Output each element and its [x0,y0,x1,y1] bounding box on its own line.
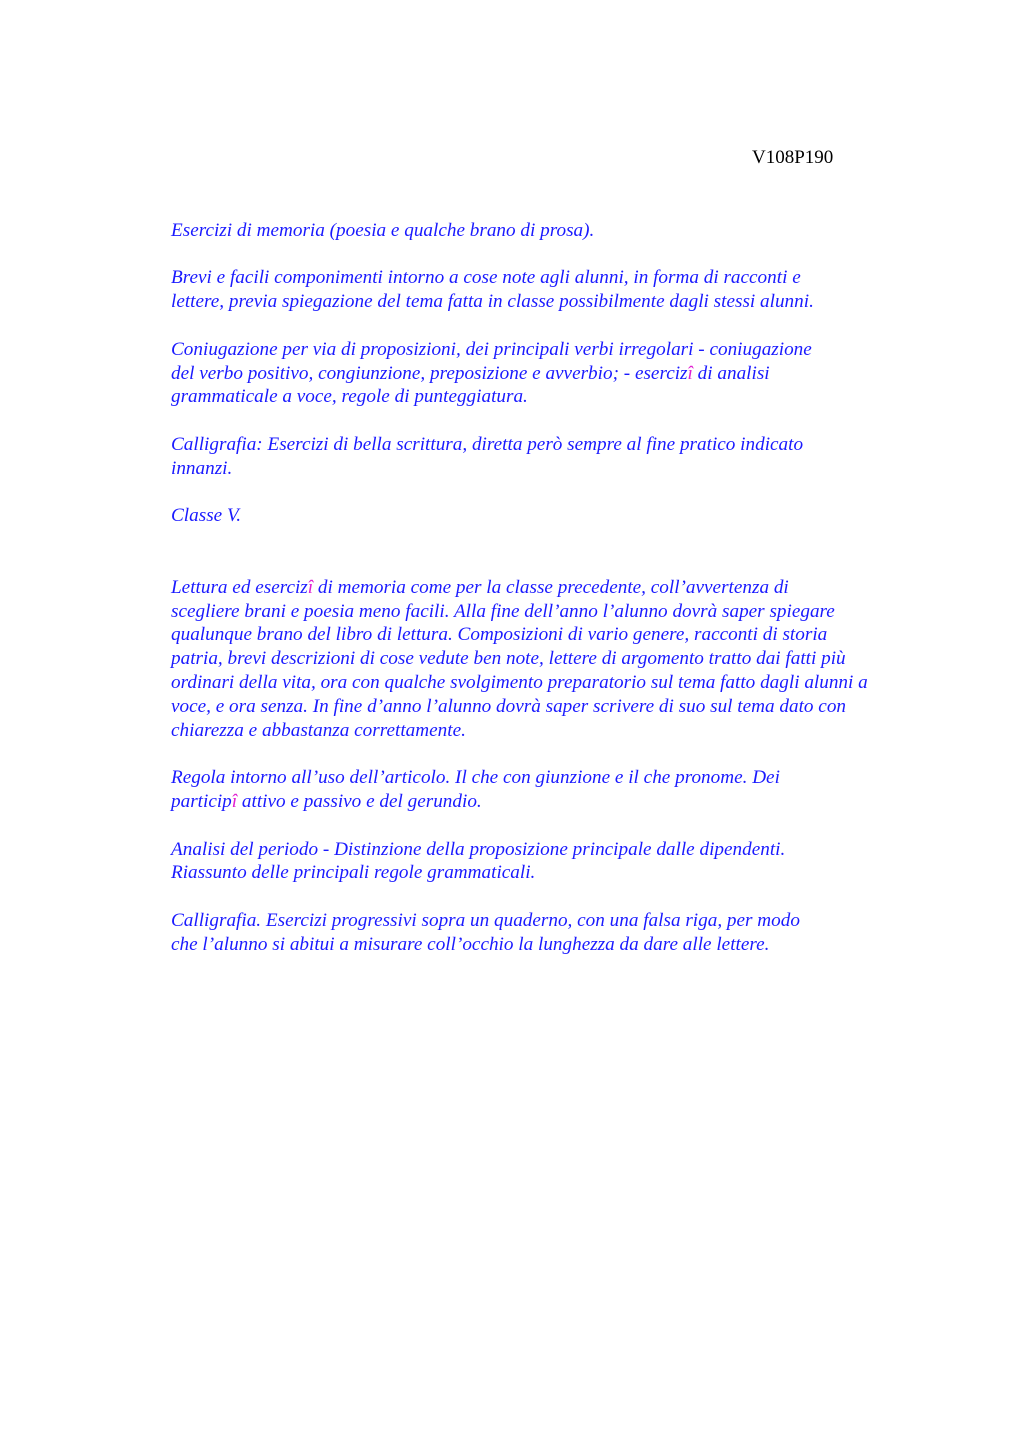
paragraph-article-rules [171,742,931,813]
circumflex-mark: î [231,790,238,812]
paragraph-period-analysis [171,814,931,885]
document-body [171,195,931,957]
paragraph-memory-exercises [171,195,931,243]
paragraph-text-part: di analisi grammaticale a voce, regole di punteggiatura. [171,362,770,408]
paragraph-text-part: Regola intorno all’uso dell’articolo. Il che con giunzione e il che pronome. Dei participî [171,767,780,812]
paragraph-calligraphy-v [171,885,931,956]
paragraph-text-part: di memoria come per la classe precedente, coll’avvertenza di scegliere brani e poesia meno facili. Alla fine dell’anno l’alunno dovrà saper spiegare qualunque brano del libro di lettura. Composizioni di vario genere, racconti di storia patria, brevi descrizioni di cose vedute ben note, lettere di argomento tratto dai fatti più ordinari della vita, ora con qualche svolgimento preparatorio sul tema fatto dagli alunni a voce, e ora senza. In fine d’anno l’alunno dovrà saper scrivere di suo sul tema dato con chiarezza e abbastanza correttamente. [171,576,868,741]
paragraph-text-part: Coniugazione per via di proposizioni, dei principali verbi irregolari - coniugazione del verbo positivo, congiunzione, preposizione e avverbio; - esercizî [171,338,812,384]
blank-line [171,528,931,552]
paragraph-text: Brevi e facili componimenti intorno a cose note agli alunni, in forma di racconti e lettere, previa spiegazione del tema fatta in classe possibilmente dagli stessi alunni. [171,267,814,313]
paragraph-text-part: attivo e passivo e del gerundio. [237,790,482,812]
circumflex-mark: î [687,362,693,384]
paragraph-conjugation [171,314,931,409]
paragraph-text: Calligrafia: Esercizi di bella scrittura, diretta però sempre al fine pratico indicato innanzi. [171,433,804,479]
paragraph-reading [171,552,931,742]
paragraph-text: Calligrafia. Esercizi progressivi sopra un quaderno, con una falsa riga, per modo che l’alunno si abitui a misurare coll’occhio la lunghezza da dare alle lettere. [171,909,800,955]
paragraph-text: Esercizi di memoria (poesia e qualche brano di prosa). [171,219,595,241]
circumflex-mark: î [307,576,314,598]
paragraph-compositions [171,243,931,314]
section-heading-text: Classe V. [171,505,242,527]
paragraph-text-part: Lettura ed esercizî [171,576,314,598]
page-reference-code: V108P190 [752,147,834,168]
section-heading-classe-v [171,481,931,529]
paragraph-text: Analisi del periodo - Distinzione della proposizione principale dalle dipendenti. Riassunto delle principali regole grammaticali. [171,838,786,884]
paragraph-calligraphy-iv [171,409,931,480]
